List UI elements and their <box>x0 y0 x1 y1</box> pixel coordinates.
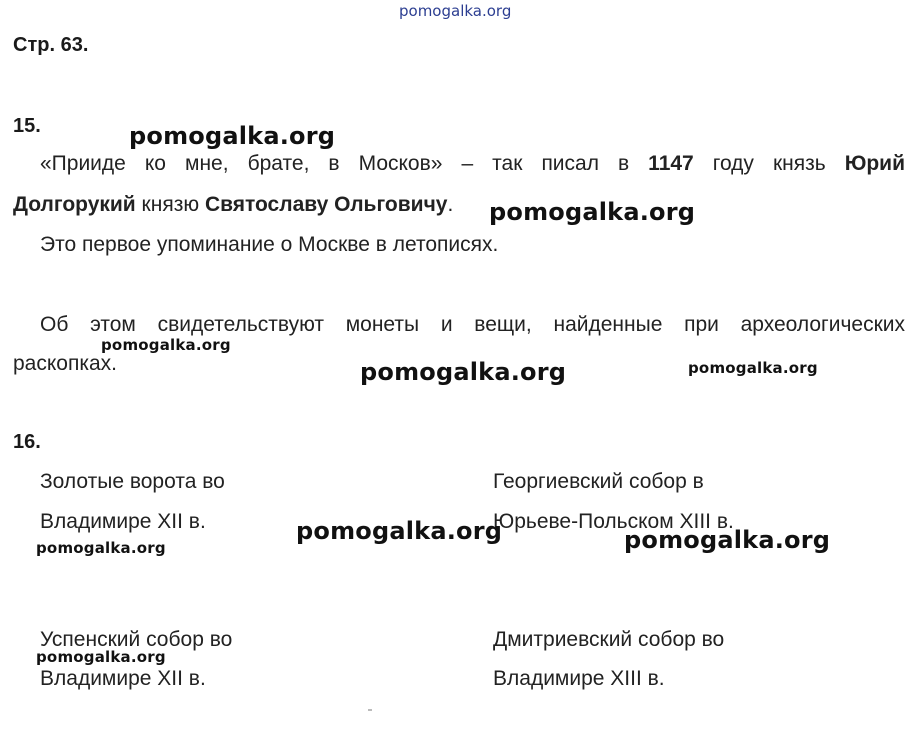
word: «Прииде <box>40 152 126 175</box>
item-2-line-2: Юрьеве-Польском XIII в. <box>493 510 734 533</box>
word: в <box>328 152 340 175</box>
word: ко <box>144 152 166 175</box>
scan-speck <box>368 709 372 711</box>
word: мне, <box>185 152 229 175</box>
watermark: pomogalka.org <box>489 198 696 226</box>
word: брате, <box>247 152 310 175</box>
task-15-line-2 <box>13 193 453 217</box>
item-4-line-2: Владимире XIII в. <box>493 667 665 690</box>
word: при <box>684 313 719 336</box>
word: Об <box>40 313 69 336</box>
item-1-line-2: Владимире XII в. <box>40 510 206 533</box>
word: так <box>492 152 523 175</box>
task-15-sentence-3 <box>40 313 905 337</box>
watermark: pomogalka.org <box>360 358 567 386</box>
word: археологических <box>740 313 905 336</box>
top-watermark: pomogalka.org <box>399 2 512 20</box>
word: князь <box>772 152 826 175</box>
word: свидетельствуют <box>157 313 324 336</box>
item-3-line-2: Владимире XII в. <box>40 667 206 690</box>
watermark: pomogalka.org <box>296 517 503 545</box>
name-bold: Юрий <box>844 152 905 175</box>
word: найденные <box>553 313 663 336</box>
word: году <box>712 152 754 175</box>
watermark: pomogalka.org <box>688 359 818 377</box>
task-15-line-1 <box>40 152 905 176</box>
item-2-line-1: Георгиевский собор в <box>493 470 704 493</box>
name-bold: Долгорукий <box>13 193 136 216</box>
word: писал <box>541 152 599 175</box>
word: этом <box>90 313 136 336</box>
task-15-sentence-3-end: раскопках. <box>13 352 117 375</box>
page-label: Стр. 63. <box>13 34 89 56</box>
watermark: pomogalka.org <box>36 539 166 557</box>
year-bold: 1147 <box>648 152 694 175</box>
word: Москов» <box>358 152 443 175</box>
word: – <box>461 152 474 175</box>
word: князю <box>135 193 205 216</box>
item-4-line-1: Дмитриевский собор во <box>493 628 725 651</box>
task-15-number: 15. <box>13 115 41 137</box>
word: и <box>440 313 453 336</box>
watermark: pomogalka.org <box>36 648 166 666</box>
task-16-number: 16. <box>13 431 41 453</box>
watermark: pomogalka.org <box>624 526 831 554</box>
word: в <box>618 152 630 175</box>
task-15-sentence-2: Это первое упоминание о Москве в летописях. <box>40 233 499 256</box>
watermark: pomogalka.org <box>101 336 231 354</box>
word: монеты <box>345 313 420 336</box>
item-3-line-1: Успенский собор во <box>40 628 233 651</box>
name-bold: Святославу Ольговичу <box>204 193 448 216</box>
word: вещи, <box>474 313 532 336</box>
word: . <box>447 193 454 216</box>
watermark: pomogalka.org <box>129 122 336 150</box>
item-1-line-1: Золотые ворота во <box>40 470 225 493</box>
